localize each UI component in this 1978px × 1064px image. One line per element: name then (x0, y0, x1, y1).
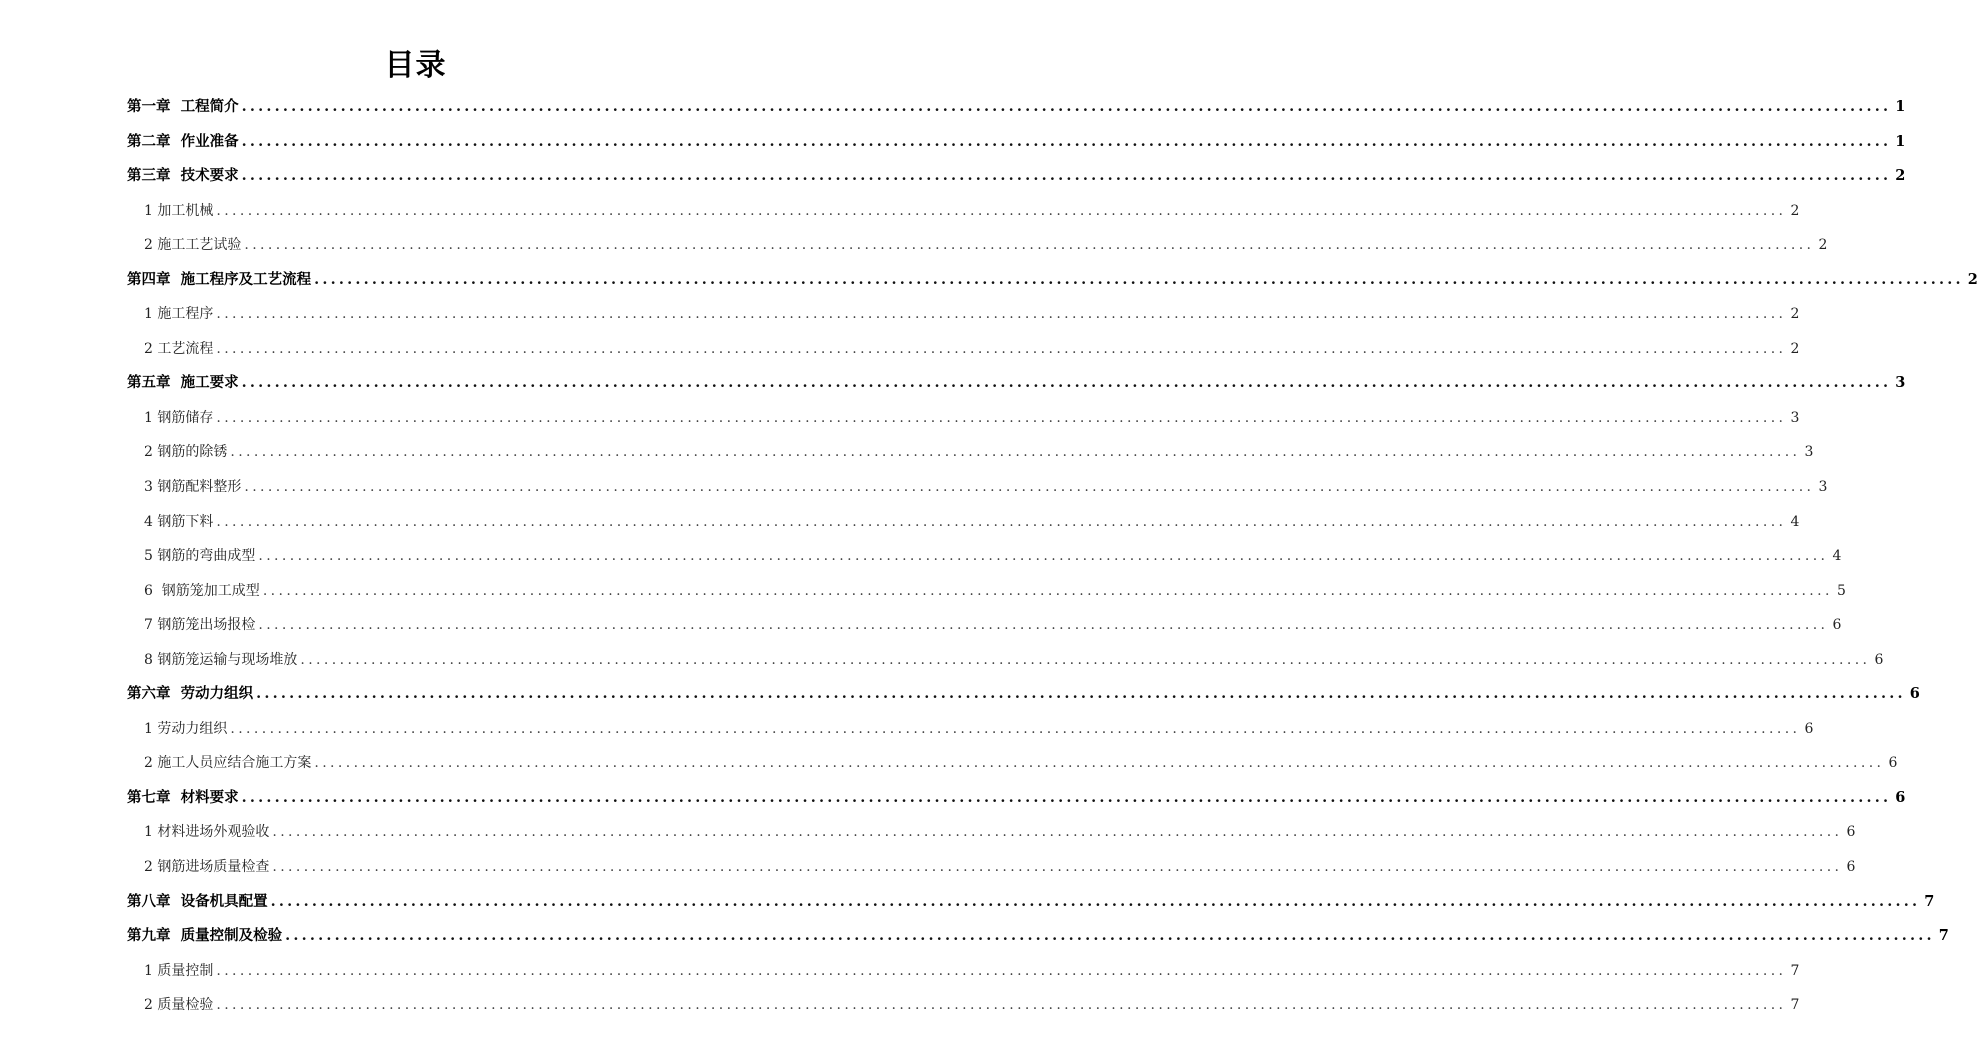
toc-page-number: 3 (1818, 479, 1828, 496)
toc-page-number: 6 (1909, 685, 1920, 703)
toc-section-entry[interactable] (127, 539, 1842, 574)
toc-page-number: 3 (1790, 409, 1800, 426)
table-of-contents (127, 90, 1978, 1023)
toc-chapter-entry[interactable] (127, 781, 1906, 816)
toc-dot-leader: ........................................................................................................................................................................................................ (241, 167, 1892, 185)
toc-page-number: 6 (1846, 824, 1856, 841)
toc-dot-leader: ........................................................................................................................................................................................................ (258, 617, 1829, 634)
toc-dot-leader: ........................................................................................................................................................................................................ (272, 824, 1843, 841)
toc-page-number: 1 (1895, 98, 1906, 115)
toc-dot-leader: ........................................................................................................................................................................................................ (244, 479, 1815, 496)
toc-dot-leader: ........................................................................................................................................................................................................ (258, 548, 1829, 565)
toc-dot-leader: ........................................................................................................................................................................................................ (262, 582, 1833, 599)
toc-dot-leader: ........................................................................................................................................................................................................ (256, 685, 1906, 703)
toc-entry-label: 第五章 施工要求 (127, 374, 239, 392)
toc-page-number: 6 (1804, 720, 1814, 737)
toc-chapter-entry[interactable] (127, 263, 1978, 298)
toc-section-entry[interactable] (127, 194, 1800, 229)
toc-entry-label: 第六章 劳动力组织 (127, 685, 254, 703)
toc-page-number: 7 (1790, 962, 1800, 979)
toc-entry-label: 6 钢筋笼加工成型 (144, 582, 260, 599)
toc-dot-leader: ........................................................................................................................................................................................................ (285, 927, 1935, 945)
toc-dot-leader: ........................................................................................................................................................................................................ (241, 132, 1892, 150)
toc-entry-label: 2 质量检验 (144, 997, 214, 1014)
toc-section-entry[interactable] (127, 643, 1884, 678)
toc-dot-leader: ........................................................................................................................................................................................................ (216, 997, 1787, 1014)
toc-chapter-entry[interactable] (127, 90, 1906, 125)
toc-page-number: 1 (1895, 132, 1906, 150)
page-title: 目录 (384, 48, 447, 83)
toc-section-entry[interactable] (127, 712, 1814, 747)
toc-entry-label: 8 钢筋笼运输与现场堆放 (144, 651, 298, 668)
toc-section-entry[interactable] (127, 505, 1800, 540)
toc-entry-label: 1 材料进场外观验收 (144, 824, 270, 841)
toc-page-number: 7 (1924, 892, 1935, 910)
toc-page-number: 6 (1895, 788, 1906, 806)
toc-entry-label: 1 钢筋储存 (144, 409, 214, 426)
toc-section-entry[interactable] (127, 470, 1828, 505)
toc-entry-label: 4 钢筋下料 (144, 513, 214, 530)
toc-entry-label: 1 施工程序 (144, 306, 214, 323)
toc-section-entry[interactable] (127, 608, 1842, 643)
toc-dot-leader: ........................................................................................................................................................................................................ (272, 859, 1843, 876)
toc-dot-leader: ........................................................................................................................................................................................................ (241, 98, 1892, 115)
toc-dot-leader: ........................................................................................................................................................................................................ (216, 306, 1787, 323)
toc-section-entry[interactable] (127, 988, 1800, 1023)
toc-page-number: 7 (1790, 997, 1800, 1014)
toc-chapter-entry[interactable] (127, 677, 1920, 712)
toc-page-number: 3 (1804, 444, 1814, 461)
toc-section-entry[interactable] (127, 746, 1898, 781)
toc-entry-label: 第三章 技术要求 (127, 167, 239, 185)
toc-page-number: 3 (1895, 374, 1906, 392)
toc-entry-label: 第二章 作业准备 (127, 132, 239, 150)
toc-entry-label: 5 钢筋的弯曲成型 (144, 548, 256, 565)
toc-page-number: 7 (1938, 927, 1949, 945)
toc-dot-leader: ........................................................................................................................................................................................................ (216, 513, 1787, 530)
toc-dot-leader: ........................................................................................................................................................................................................ (230, 444, 1801, 461)
toc-entry-label: 2 施工工艺试验 (144, 237, 242, 254)
toc-entry-label: 2 钢筋的除锈 (144, 444, 228, 461)
toc-page-number: 2 (1895, 167, 1906, 185)
toc-entry-label: 2 施工人员应结合施工方案 (144, 755, 312, 772)
toc-section-entry[interactable] (127, 435, 1814, 470)
toc-dot-leader: ........................................................................................................................................................................................................ (300, 651, 1871, 668)
toc-entry-label: 第八章 设备机具配置 (127, 892, 268, 910)
toc-entry-label: 2 工艺流程 (144, 340, 214, 357)
toc-dot-leader: ........................................................................................................................................................................................................ (314, 270, 1964, 288)
toc-entry-label: 7 钢筋笼出场报检 (144, 617, 256, 634)
toc-section-entry[interactable] (127, 401, 1800, 436)
toc-chapter-entry[interactable] (127, 366, 1906, 401)
toc-entry-label: 2 钢筋进场质量检查 (144, 859, 270, 876)
toc-entry-label: 第一章 工程简介 (127, 98, 239, 115)
toc-section-entry[interactable] (127, 332, 1800, 367)
toc-entry-label: 1 质量控制 (144, 962, 214, 979)
toc-dot-leader: ........................................................................................................................................................................................................ (216, 202, 1787, 219)
toc-chapter-entry[interactable] (127, 159, 1906, 194)
toc-chapter-entry[interactable] (127, 885, 1935, 920)
toc-page-number: 2 (1790, 202, 1800, 219)
toc-section-entry[interactable] (127, 297, 1800, 332)
toc-entry-label: 3 钢筋配料整形 (144, 479, 242, 496)
toc-page-number: 4 (1790, 513, 1800, 530)
toc-page-number: 6 (1832, 617, 1842, 634)
toc-entry-label: 1 加工机械 (144, 202, 214, 219)
toc-page-number: 2 (1790, 340, 1800, 357)
toc-entry-label: 第九章 质量控制及检验 (127, 927, 283, 945)
toc-dot-leader: ........................................................................................................................................................................................................ (216, 409, 1787, 426)
toc-dot-leader: ........................................................................................................................................................................................................ (314, 755, 1885, 772)
toc-entry-label: 第七章 材料要求 (127, 788, 239, 806)
toc-dot-leader: ........................................................................................................................................................................................................ (244, 237, 1815, 254)
toc-entry-label: 第四章 施工程序及工艺流程 (127, 270, 312, 288)
toc-page-number: 6 (1874, 651, 1884, 668)
toc-section-entry[interactable] (127, 954, 1800, 989)
toc-chapter-entry[interactable] (127, 919, 1949, 954)
toc-section-entry[interactable] (127, 228, 1828, 263)
toc-page-number: 2 (1818, 237, 1828, 254)
toc-section-entry[interactable] (127, 574, 1846, 609)
toc-dot-leader: ........................................................................................................................................................................................................ (270, 892, 1921, 910)
toc-page-number: 6 (1846, 859, 1856, 876)
toc-dot-leader: ........................................................................................................................................................................................................ (241, 788, 1892, 806)
toc-page-number: 2 (1790, 306, 1800, 323)
toc-dot-leader: ........................................................................................................................................................................................................ (241, 374, 1892, 392)
toc-section-entry[interactable] (127, 815, 1856, 850)
toc-chapter-entry[interactable] (127, 125, 1906, 160)
toc-dot-leader: ........................................................................................................................................................................................................ (230, 720, 1801, 737)
toc-dot-leader: ........................................................................................................................................................................................................ (216, 340, 1787, 357)
toc-page-number: 5 (1836, 582, 1846, 599)
toc-page-number: 4 (1832, 548, 1842, 565)
toc-entry-label: 1 劳动力组织 (144, 720, 228, 737)
toc-dot-leader: ........................................................................................................................................................................................................ (216, 962, 1787, 979)
toc-page-number: 2 (1967, 270, 1978, 288)
toc-page-number: 6 (1888, 755, 1898, 772)
toc-section-entry[interactable] (127, 850, 1856, 885)
